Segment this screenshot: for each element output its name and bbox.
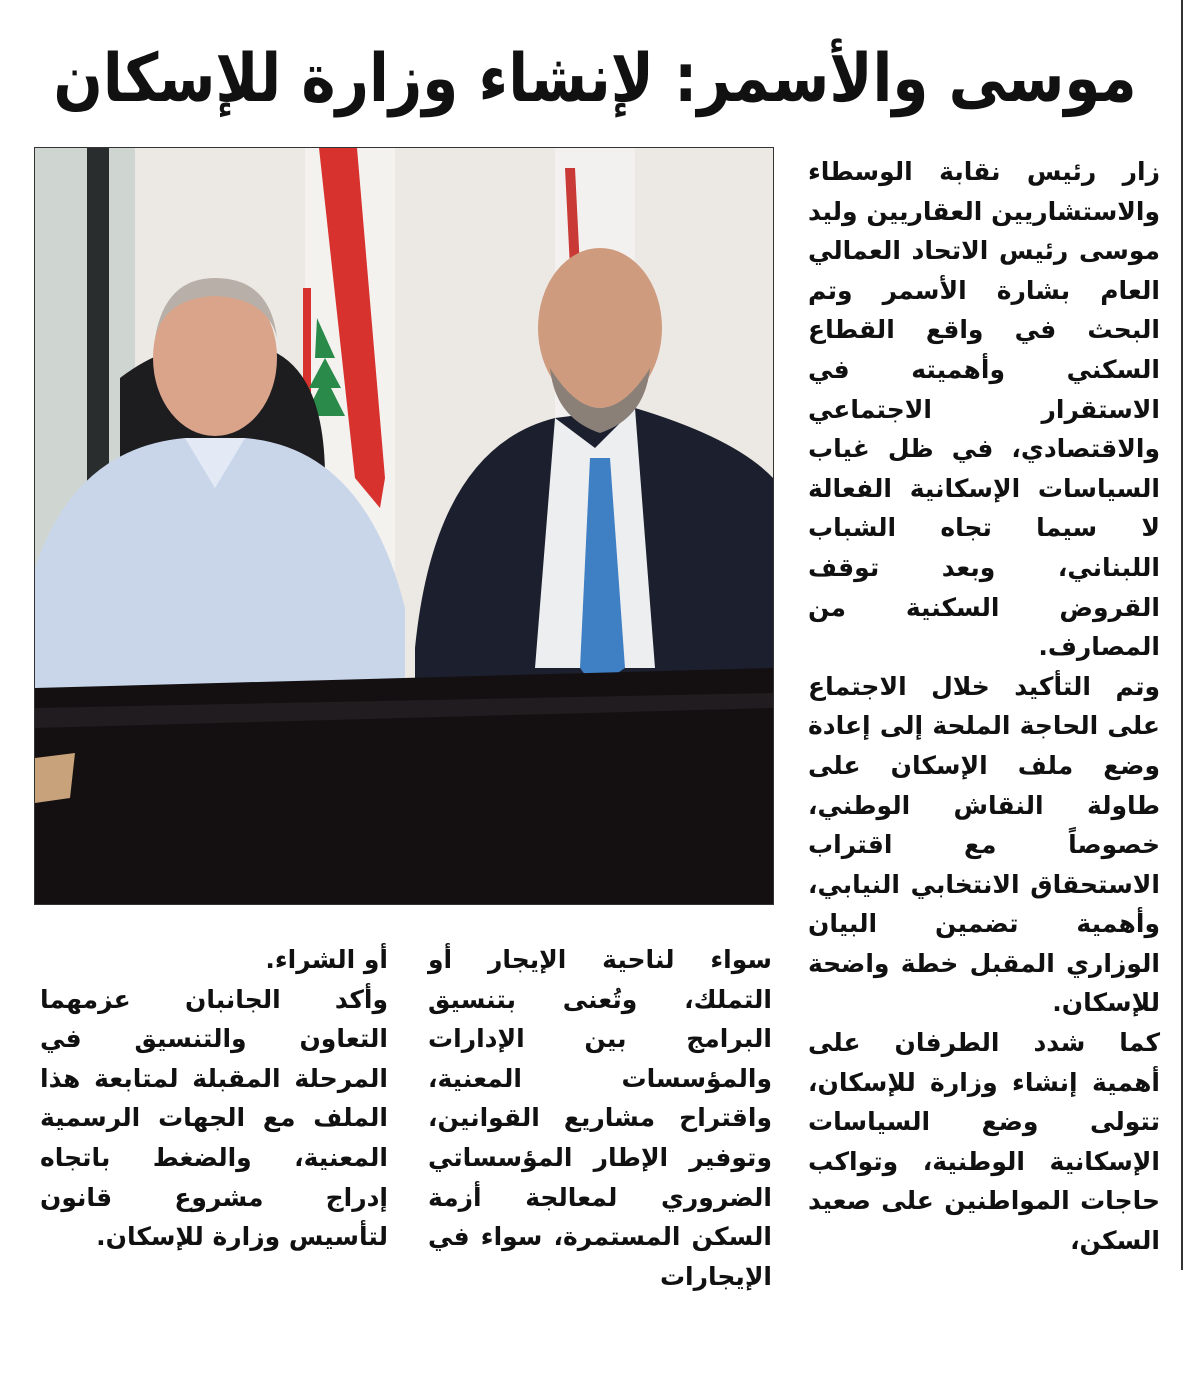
paragraph: أو الشراء.	[265, 945, 388, 974]
article-photo	[34, 147, 774, 905]
photo-illustration	[35, 148, 773, 904]
paragraph: وتم التأكيد خلال الاجتماع على الحاجة الملحة إلى إعادة وضع ملف الإسكان على طاولة النقاش الوطني، خصوصاً مع اقتراب الاستحقاق الانتخابي النيابي، وأهمية تضمين البيان الوزاري المقبل خطة واضحة للإسكان.	[808, 671, 1160, 1018]
article-column-right	[808, 152, 1160, 1261]
article-headline: موسى والأسمر: لإنشاء وزارة للإسكان	[53, 38, 1137, 118]
paragraph: سواء لناحية الإيجار أو التملك، وتُعنى بتنسيق البرامج بين الإدارات والمؤسسات المعنية، واقتراح مشاريع القوانين، وتوفير الإطار المؤسساتي الضروري لمعالجة أزمة السكن المستمرة، سواء في الإيجارات	[428, 945, 772, 1291]
paragraph: وأكد الجانبان عزمهما التعاون والتنسيق في المرحلة المقبلة لمتابعة هذا الملف مع الجهات الرسمية المعنية، والضغط باتجاه إدراج مشروع قانون لتأسيس وزارة للإسكان.	[40, 984, 388, 1252]
paper-on-desk	[35, 753, 75, 803]
article-column-middle	[428, 940, 772, 1296]
paragraph: زار رئيس نقابة الوسطاء والاستشاريين العقاريين وليد موسى رئيس الاتحاد العمالي العام بشارة الأسمر وتم البحث في واقع القطاع السكني وأهميته في الاستقرار الاجتماعي والاقتصادي، في ظل غياب السياسات الإسكانية الفعالة لا سيما تجاه الشباب اللبناني، وبعد توقف القروض السكنية من المصارف.	[808, 157, 1160, 662]
page-edge-rule	[1181, 0, 1183, 1270]
article-column-left	[40, 940, 388, 1257]
paragraph: كما شدد الطرفان على أهمية إنشاء وزارة للإسكان، تتولى وضع السياسات الإسكانية الوطنية، وتواكب حاجات المواطنين على صعيد السكن،	[808, 1028, 1160, 1256]
